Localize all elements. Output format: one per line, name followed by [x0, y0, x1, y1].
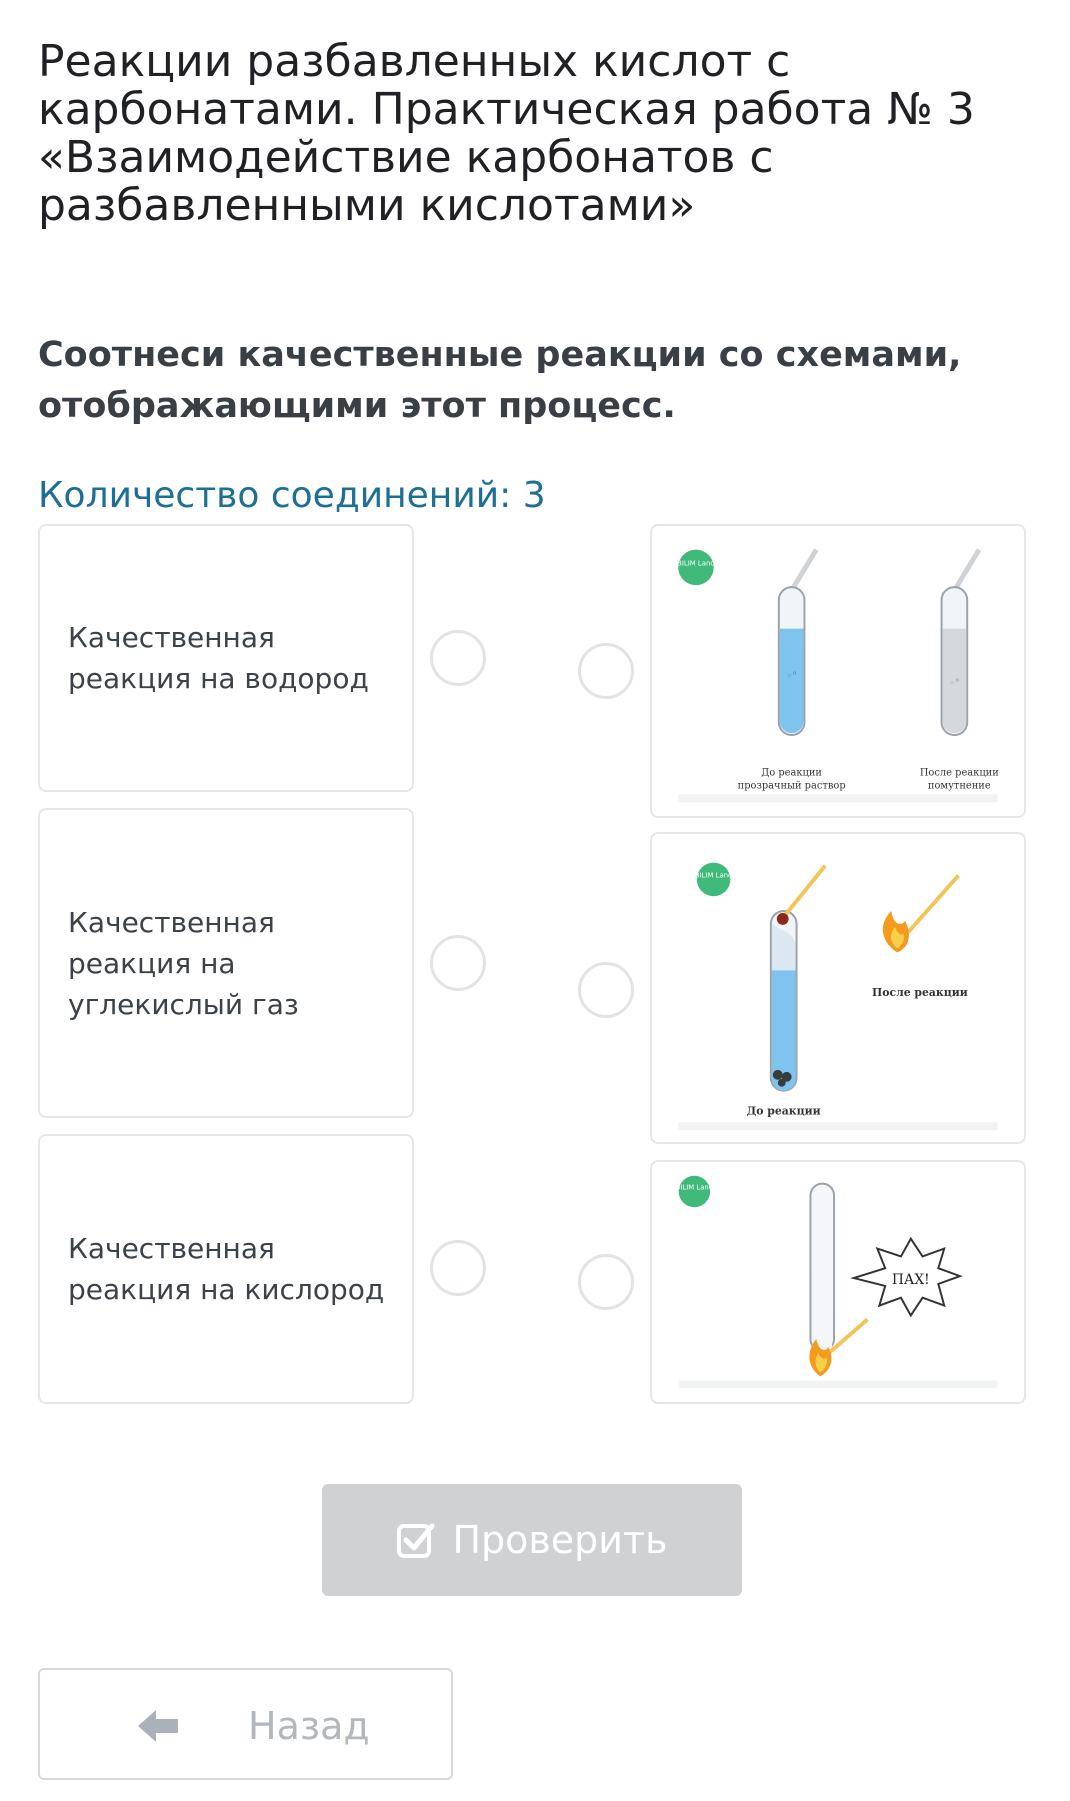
- left-item-label: Качественная реакция на водород: [68, 621, 369, 695]
- logo-text: BILIM Land: [675, 1183, 714, 1192]
- svg-text:◦°: ◦°: [949, 677, 960, 689]
- caption-before: До реакции: [746, 1104, 821, 1118]
- arrow-left-icon: [136, 1708, 180, 1744]
- right-connector-radio-2[interactable]: [578, 962, 634, 1018]
- logo-text: BILIM Land: [677, 559, 715, 568]
- check-button-label: Проверить: [452, 1518, 668, 1562]
- right-connector-radio-1[interactable]: [578, 643, 634, 699]
- right-item-scheme-3[interactable]: [650, 1160, 1026, 1404]
- svg-text:◦°: ◦°: [786, 670, 798, 682]
- right-item-scheme-1[interactable]: [650, 524, 1026, 818]
- left-item-hydrogen[interactable]: [38, 524, 414, 792]
- left-item-label: Качественная реакция на углекислый газ: [68, 905, 299, 1021]
- splint-flare-scheme: [652, 834, 1024, 1142]
- left-connector-radio-3[interactable]: [430, 1240, 486, 1296]
- left-connector-radio-2[interactable]: [430, 935, 486, 991]
- hydrogen-pop-scheme: [652, 1162, 1024, 1402]
- right-item-scheme-2[interactable]: [650, 832, 1026, 1144]
- back-button[interactable]: [38, 1668, 453, 1780]
- page-title: Реакции разбавленных кислот с карбонатами. Практическая работа № 3 «Взаимодействие карбонатов с разбавленными кислотами»: [38, 36, 975, 231]
- caption-after: После реакции: [872, 985, 968, 999]
- back-button-label: Назад: [248, 1704, 370, 1748]
- caption-before: До реакции: [761, 767, 823, 779]
- right-connector-radio-3[interactable]: [578, 1254, 634, 1310]
- left-item-carbon-dioxide[interactable]: [38, 808, 414, 1118]
- question-text: Соотнеси качественные реакции со схемами, отображающими этот процесс.: [38, 335, 962, 426]
- caption-before-detail: прозрачный раствор: [737, 780, 846, 792]
- caption-after-detail: помутнение: [927, 780, 991, 792]
- checkbox-check-icon: [396, 1520, 436, 1560]
- left-item-oxygen[interactable]: [38, 1134, 414, 1404]
- left-connector-radio-1[interactable]: [430, 630, 486, 686]
- connections-count: Количество соединений: 3: [38, 475, 546, 516]
- caption-after: После реакции: [919, 767, 999, 779]
- bang-text: ПАХ!: [891, 1271, 930, 1288]
- logo-text: BILIM Land: [694, 871, 733, 880]
- left-item-label: Качественная реакция на кислород: [68, 1232, 385, 1306]
- check-button[interactable]: [322, 1484, 742, 1596]
- test-tube-turbidity-scheme: [652, 526, 1024, 816]
